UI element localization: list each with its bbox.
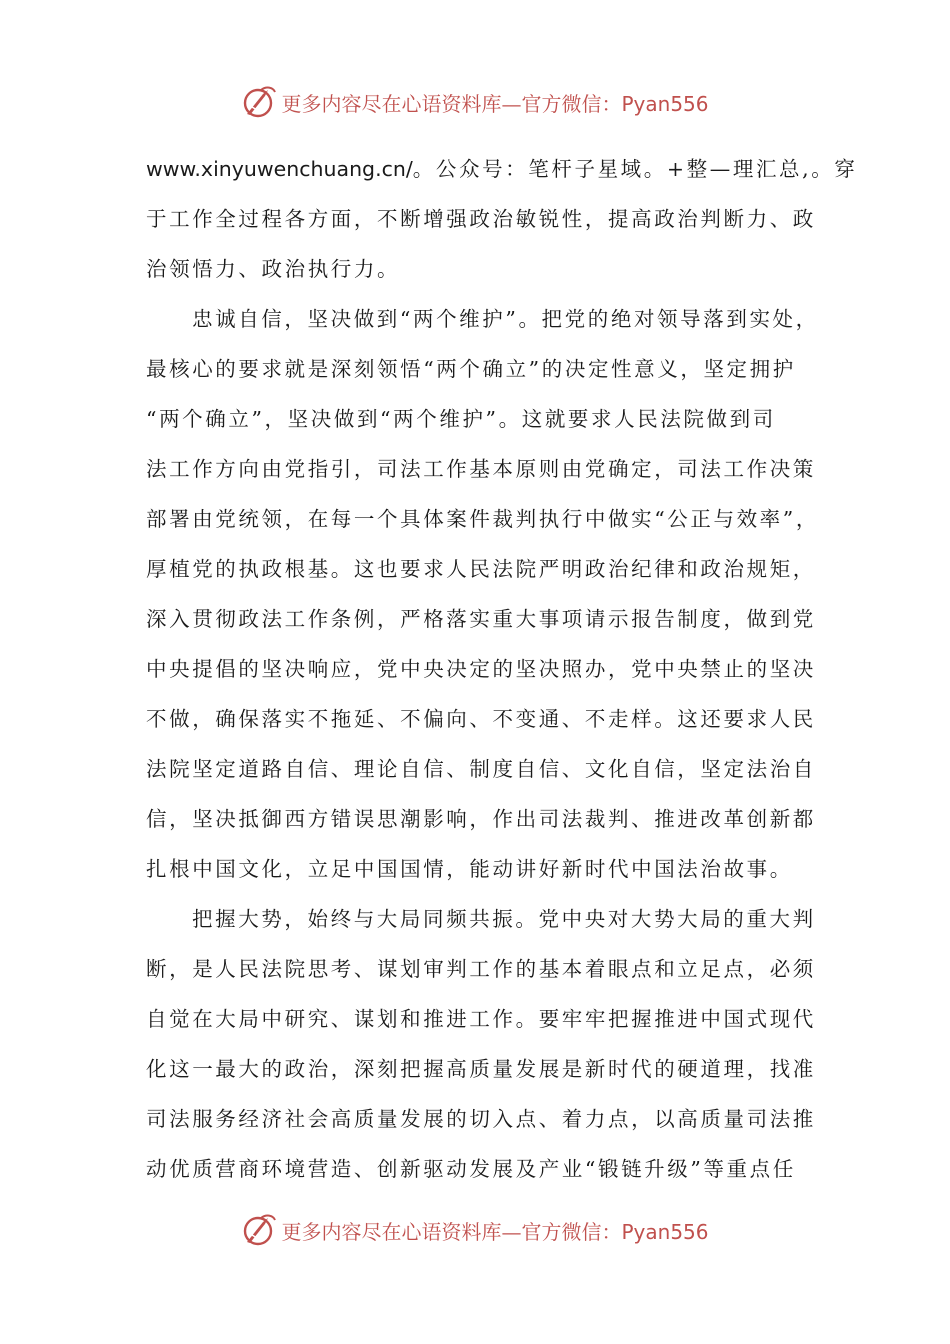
body-line: 信，坚决抵御西方错误思潮影响，作出司法裁判、推进改革创新都 bbox=[146, 807, 816, 831]
body-line: 化这一最大的政治，深刻把握高质量发展是新时代的硬道理，找准 bbox=[146, 1057, 816, 1081]
body-line: 扎根中国文化，立足中国国情，能动讲好新时代中国法治故事。 bbox=[146, 857, 793, 881]
body-line: 于工作全过程各方面，不断增强政治敏锐性，提高政治判断力、政 bbox=[146, 207, 816, 231]
banner-wechat-id: Pyan556 bbox=[621, 1219, 709, 1244]
body-line: “两个确立”，坚决做到“两个维护”。这就要求人民法院做到司 bbox=[146, 407, 776, 431]
body-line: 不做，确保落实不拖延、不偏向、不变通、不走样。这还要求人民 bbox=[146, 707, 816, 731]
banner-dash: — bbox=[501, 1219, 522, 1244]
body-line: 部署由党统领，在每一个具体案件裁判执行中做实“公正与效率”， bbox=[146, 507, 819, 531]
body-line: 法院坚定道路自信、理论自信、制度自信、文化自信，坚定法治自 bbox=[146, 757, 816, 781]
website-url: www.xinyuwenchuang.cn/ bbox=[146, 157, 413, 181]
banner-text bbox=[281, 88, 708, 117]
body-line: 厚植党的执政根基。这也要求人民法院严明政治纪律和政治规矩， bbox=[146, 557, 816, 581]
header-banner bbox=[0, 80, 950, 124]
body-line: 中央提倡的坚决响应，党中央决定的坚决照办，党中央禁止的坚决 bbox=[146, 657, 816, 681]
banner-main-text: 更多内容尽在心语资料库 bbox=[281, 1219, 502, 1244]
footer-banner bbox=[0, 1208, 950, 1252]
body-line-text: 。公众号：笔杆子星域。+整—理汇总,。穿 bbox=[412, 157, 858, 181]
banner-wechat-label: 官方微信： bbox=[521, 1219, 622, 1244]
banner-wechat-label: 官方微信： bbox=[521, 91, 622, 116]
pen-logo-icon bbox=[241, 84, 277, 120]
paragraph-start-line: 忠诚自信，坚决做到“两个维护”。把党的绝对领导落到实处， bbox=[192, 307, 819, 331]
body-line: 法工作方向由党指引，司法工作基本原则由党确定，司法工作决策 bbox=[146, 457, 816, 481]
banner-main-text: 更多内容尽在心语资料库 bbox=[281, 91, 502, 116]
body-line: 动优质营商环境营造、创新驱动发展及产业“锻链升级”等重点任 bbox=[146, 1157, 796, 1181]
body-line: 司法服务经济社会高质量发展的切入点、着力点，以高质量司法推 bbox=[146, 1107, 816, 1131]
body-line: 最核心的要求就是深刻领悟“两个确立”的决定性意义，坚定拥护 bbox=[146, 357, 796, 381]
banner-text bbox=[281, 1216, 708, 1245]
body-line: 深入贯彻政法工作条例，严格落实重大事项请示报告制度，做到党 bbox=[146, 607, 816, 631]
body-line: 治领悟力、政治执行力。 bbox=[146, 257, 401, 281]
body-line: 自觉在大局中研究、谋划和推进工作。要牢牢把握推进中国式现代 bbox=[146, 1007, 816, 1031]
body-line: 断，是人民法院思考、谋划审判工作的基本着眼点和立足点，必须 bbox=[146, 957, 816, 981]
paragraph-start-line: 把握大势，始终与大局同频共振。党中央对大势大局的重大判 bbox=[192, 907, 816, 931]
body-line bbox=[146, 144, 858, 194]
banner-dash: — bbox=[501, 91, 522, 116]
pen-logo-icon bbox=[241, 1212, 277, 1248]
document-body bbox=[146, 144, 858, 1194]
banner-wechat-id: Pyan556 bbox=[621, 91, 709, 116]
